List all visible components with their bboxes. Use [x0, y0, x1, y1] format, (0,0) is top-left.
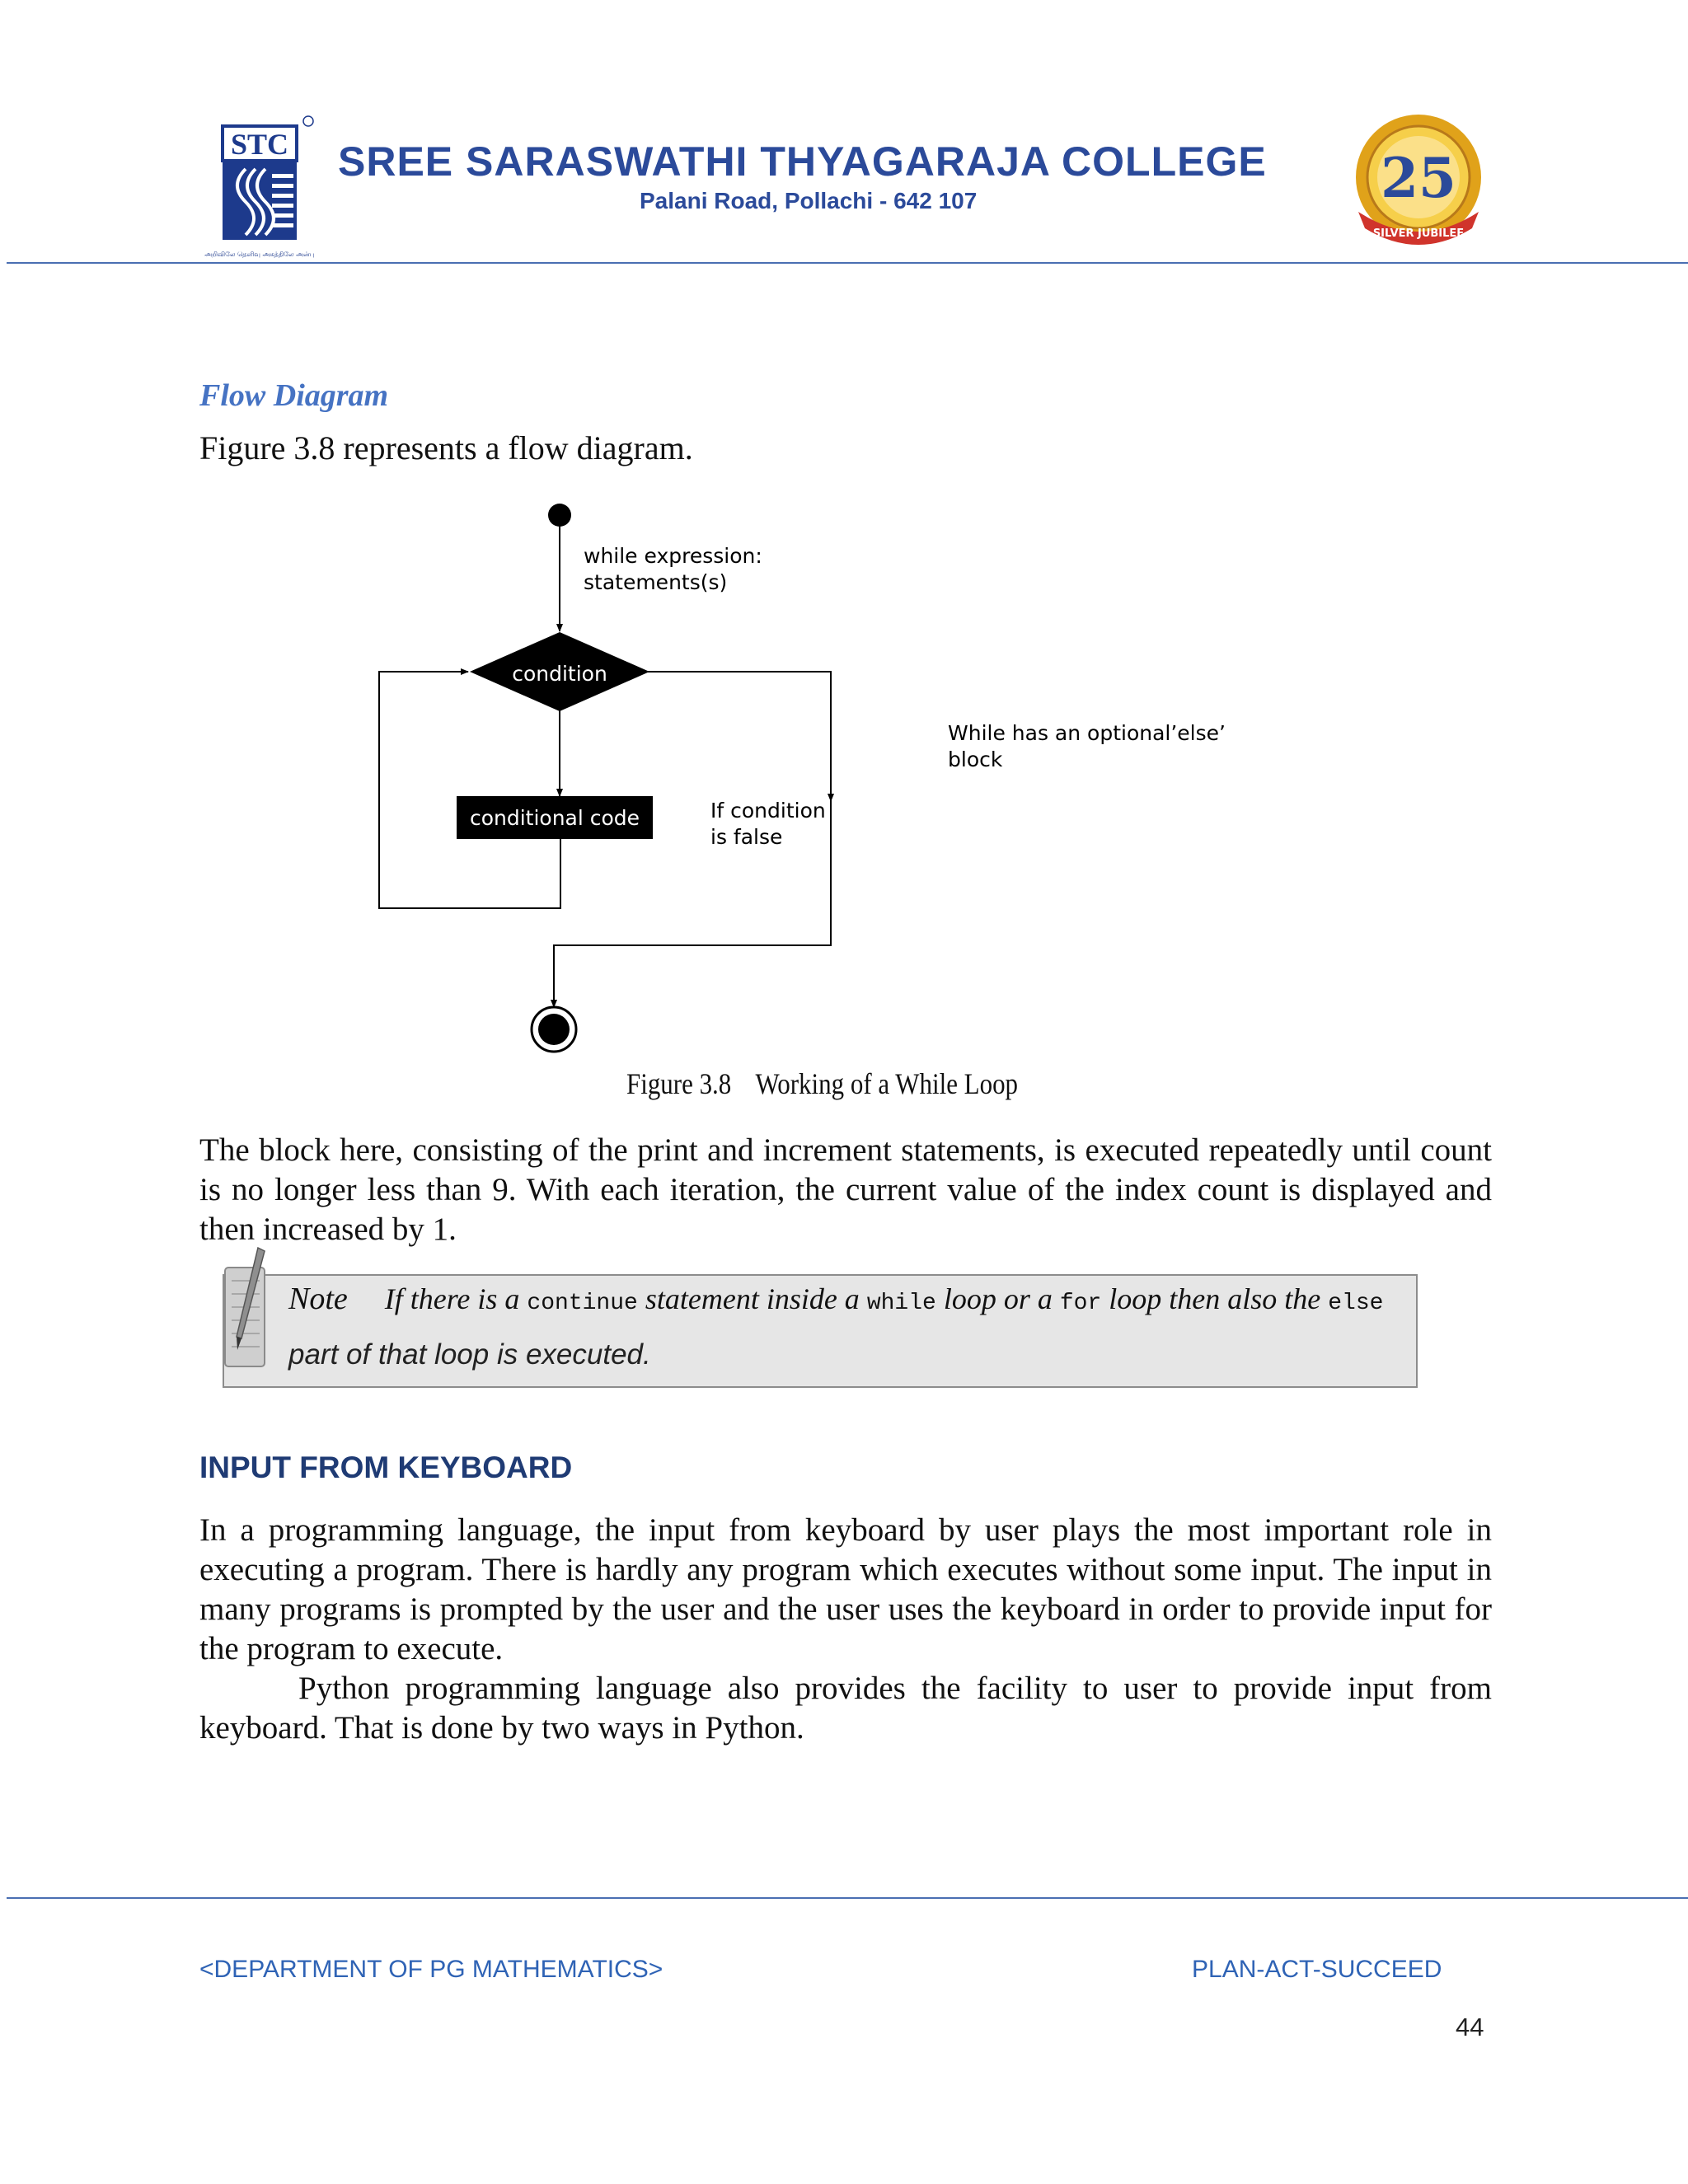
note-text-4: loop then also the	[1109, 1282, 1321, 1315]
figure-title: Working of a While Loop	[755, 1067, 1019, 1100]
note-text-3: loop or a	[943, 1282, 1053, 1315]
keyword-while: while	[866, 1291, 936, 1316]
label-statements: statements(s)	[584, 570, 728, 594]
section-heading: Flow Diagram	[199, 378, 389, 413]
footer-motto: PLAN-ACT-SUCCEED	[1192, 1956, 1442, 1983]
header-rule	[7, 262, 1688, 264]
note-text-1: If there is a	[384, 1282, 520, 1315]
label-else-note: While has an optional’else’	[948, 721, 1226, 745]
stc-logo	[204, 111, 320, 268]
paragraph-keyboard-input: In a programming language, the input from keyboard by user plays the most important role in executing a program. There is hardly any program which executes without some input. The input in many programs is prompted by the user and the user uses the keyboard in order to provide input for the program to execute.	[199, 1512, 1492, 1666]
paragraph-while-explanation: The block here, consisting of the print and increment statements, is executed repeatedly until count is no longer less than 9. With each iteration, the current value of the index count is displayed and then increased by 1.	[199, 1132, 1492, 1247]
label-else-block: block	[948, 748, 1003, 771]
conditional-code-label: conditional code	[469, 806, 640, 830]
logo-tagline: அறிவிலே தெளிவு அகத்திலே அன்பு	[204, 251, 315, 258]
label-while-expression: while expression:	[584, 544, 762, 568]
start-node	[548, 504, 571, 527]
intro-text: Figure 3.8 represents a flow diagram.	[199, 429, 693, 466]
logo-text: STC	[230, 128, 289, 161]
condition-label: condition	[512, 662, 607, 686]
svg-text:25: 25	[1381, 146, 1456, 210]
paragraph-python-input: Python programming language also provides the facility to user to provide input from keyboard. That is done by two ways in Python.	[199, 1671, 1492, 1746]
note-text-2: statement inside a	[645, 1282, 860, 1315]
silver-jubilee-seal	[1340, 111, 1497, 251]
note-line-1	[288, 1281, 1383, 1317]
pen-note-icon	[217, 1248, 274, 1371]
college-name: SREE SARASWATHI THYAGARAJA COLLEGE	[338, 138, 1267, 185]
note-label: Note	[288, 1282, 348, 1316]
keyword-continue: continue	[527, 1291, 638, 1316]
college-address: Palani Road, Pollachi - 642 107	[640, 188, 978, 213]
keyword-for: for	[1059, 1291, 1102, 1316]
footer-rule	[7, 1897, 1688, 1899]
note-line-2: part of that loop is executed.	[288, 1338, 651, 1371]
figure-number: Figure 3.8	[626, 1067, 732, 1100]
edge-loop-back	[379, 672, 560, 908]
end-node	[538, 1014, 570, 1045]
while-loop-flow-diagram	[363, 494, 1286, 1063]
footer-department: <DEPARTMENT OF PG MATHEMATICS>	[199, 1956, 663, 1983]
label-is-false: is false	[710, 825, 783, 849]
figure-caption	[626, 1066, 1018, 1101]
seal-text: SILVER JUBILEE	[1372, 227, 1465, 240]
page-number: 44	[1456, 2013, 1484, 2041]
keyword-else: else	[1328, 1291, 1384, 1316]
label-if-condition: If condition	[710, 799, 826, 823]
input-from-keyboard-heading: INPUT FROM KEYBOARD	[199, 1451, 573, 1484]
edge-condition-false	[648, 672, 831, 801]
